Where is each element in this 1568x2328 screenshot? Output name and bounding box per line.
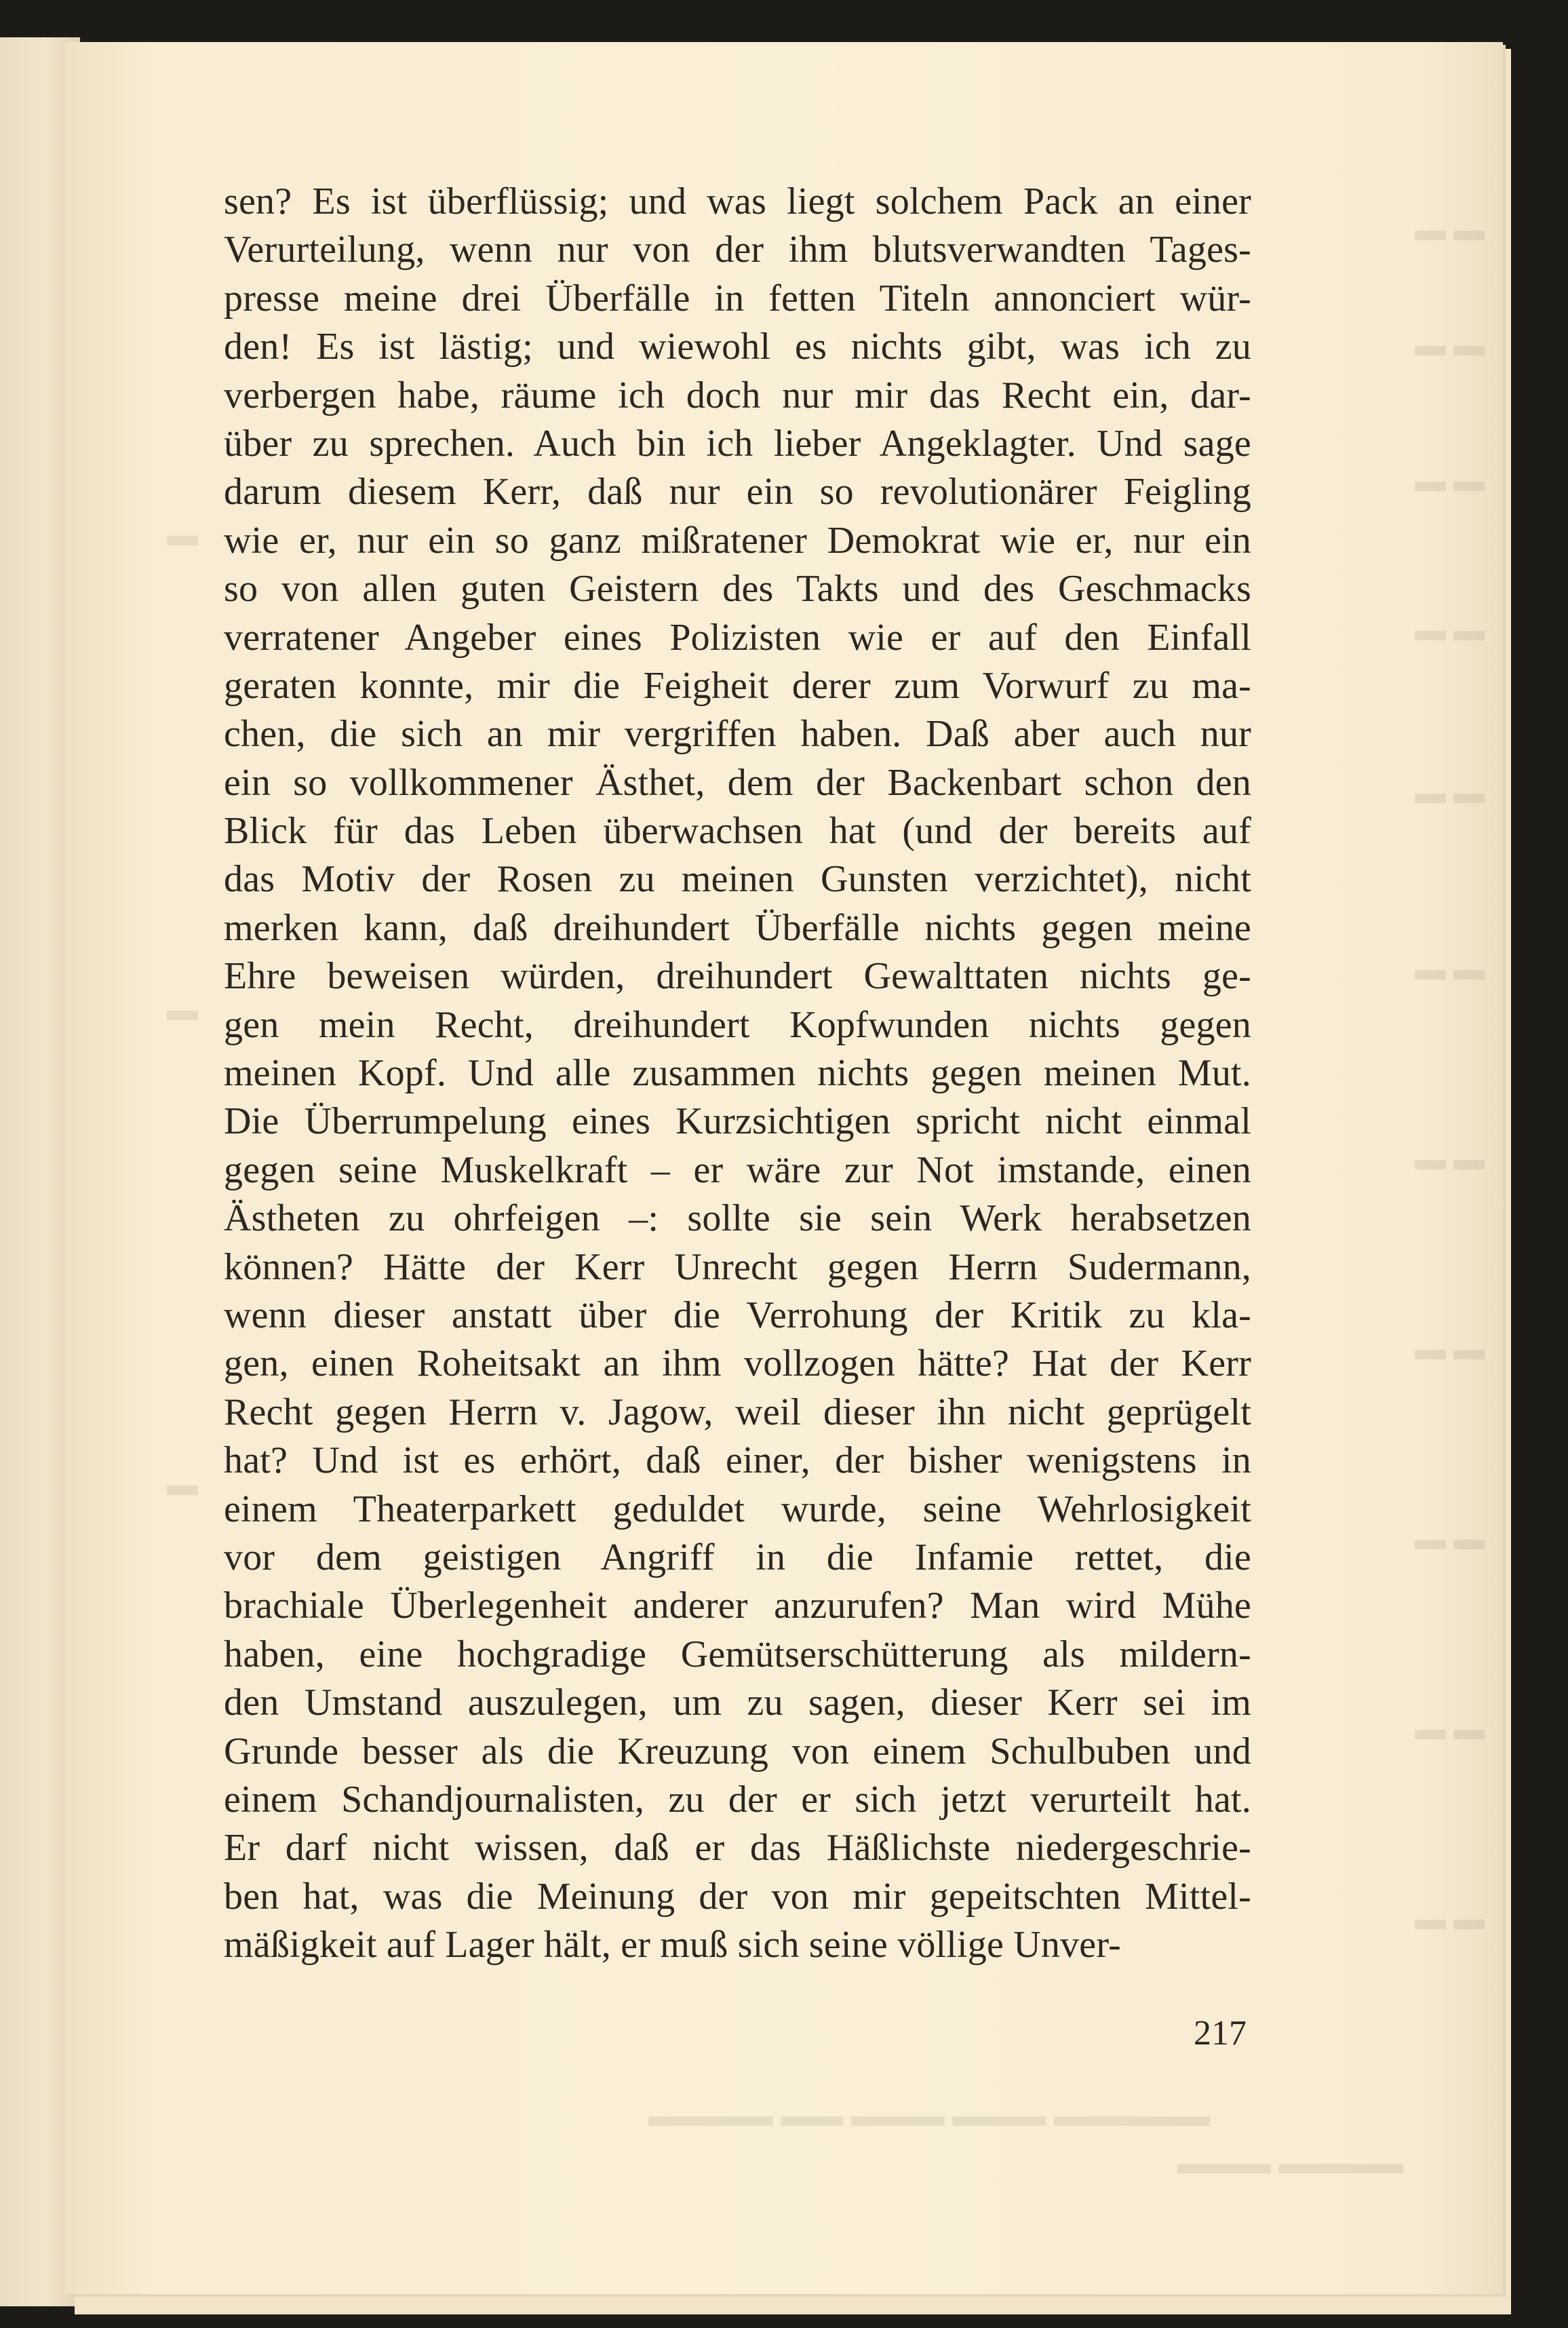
text-line: presse meine drei Überfälle in fetten Titeln annonciert wür- [224, 277, 1251, 319]
text-line: gegen seine Muskelkraft – er wäre zur Not imstande, einen [224, 1148, 1251, 1191]
text-line: so von allen guten Geistern des Takts und des Geschmacks [224, 568, 1251, 610]
text-line: haben, eine hochgradige Gemütserschütterung als mildern- [224, 1633, 1251, 1675]
text-line: Die Überrumpelung eines Kurzsichtigen spricht nicht einmal [224, 1100, 1251, 1143]
show-through-texture: ▬ ▬ [1415, 463, 1485, 498]
show-through-texture: ▬ ▬ [1415, 1901, 1485, 1936]
text-line: sen? Es ist überflüssig; und was liegt solchem Pack an einer [224, 180, 1251, 222]
text-line: vor dem geistigen Angriff in die Infamie rettet, die [224, 1536, 1251, 1578]
text-line: wenn dieser anstatt über die Verrohung der Kritik zu kla- [224, 1294, 1251, 1336]
text-line: Blick für das Leben überwachsen hat (und der bereits auf [224, 810, 1251, 853]
text-line: einem Theaterparkett geduldet wurde, seine Wehrlosigkeit [224, 1488, 1251, 1530]
text-line: ben hat, was die Meinung der von mir gepeitschten Mittel- [224, 1875, 1251, 1918]
show-through-texture: ▬ ▬ [1415, 613, 1485, 647]
text-line: merken kann, daß dreihundert Überfälle nichts gegen meine [224, 906, 1251, 949]
text-line: mäßigkeit auf Lager hält, er muß sich seine völlige Unver- [224, 1924, 1121, 1966]
show-through-texture: ▬ ▬ [1415, 775, 1485, 810]
show-through-texture: ▬ ▬ [1415, 1711, 1485, 1746]
text-line: das Motiv der Rosen zu meinen Gunsten verzichtet), nicht [224, 858, 1251, 901]
body-text [224, 178, 1251, 1969]
show-through-texture: ▬▬▬ ▬▬▬▬ [1177, 2146, 1404, 2180]
text-line: den Umstand auszulegen, um zu sagen, dieser Kerr sei im [224, 1682, 1251, 1724]
text-line: chen, die sich an mir vergriffen haben. Daß aber auch nur [224, 713, 1251, 756]
show-through-texture: ▬ ▬ [1415, 1142, 1485, 1176]
text-line: ein so vollkommener Ästhet, dem der Backenbart schon den [224, 761, 1251, 804]
text-line: geraten konnte, mir die Feigheit derer zum Vorwurf zu ma- [224, 664, 1251, 707]
text-line: verratener Angeber eines Polizisten wie er auf den Einfall [224, 616, 1251, 659]
text-line: den! Es ist lästig; und wiewohl es nichts gibt, was ich zu [224, 326, 1251, 368]
show-through-texture: ▬▬▬▬ ▬▬ ▬▬▬ ▬▬▬ ▬▬▬▬▬ [648, 2098, 1210, 2133]
text-line: meinen Kopf. Und alle zusammen nichts gegen meinen Mut. [224, 1052, 1251, 1095]
show-through-texture: ▬ [167, 1467, 198, 1502]
text-line: Ästheten zu ohrfeigen –: sollte sie sein Werk herabsetzen [224, 1197, 1251, 1240]
text-line: können? Hätte der Kerr Unrecht gegen Herrn Sudermann, [224, 1245, 1251, 1288]
show-through-texture: ▬ [167, 518, 198, 552]
show-through-texture: ▬ [167, 992, 198, 1027]
show-through-texture: ▬ ▬ [1415, 952, 1485, 986]
page-number: 217 [1194, 2014, 1247, 2053]
text-line: gen mein Recht, dreihundert Kopfwunden nichts gegen [224, 1003, 1251, 1046]
text-line: Grunde besser als die Kreuzung von einem Schulbuben und [224, 1730, 1251, 1772]
text-line: Recht gegen Herrn v. Jagow, weil dieser ihn nicht geprügelt [224, 1391, 1251, 1433]
text-line: darum diesem Kerr, daß nur ein so revolutionärer Feigling [224, 471, 1251, 513]
show-through-texture: ▬ ▬ [1415, 1521, 1485, 1556]
text-line: einem Schandjournalisten, zu der er sich jetzt verurteilt hat. [224, 1778, 1251, 1821]
text-line: Ehre beweisen würden, dreihundert Gewalttaten nichts ge- [224, 955, 1251, 998]
show-through-texture: ▬ ▬ [1415, 328, 1485, 362]
show-through-texture: ▬ ▬ [1415, 212, 1485, 247]
text-line: gen, einen Roheitsakt an ihm vollzogen hätte? Hat der Kerr [224, 1342, 1251, 1385]
text-line: hat? Und ist es erhört, daß einer, der bisher wenigstens in [224, 1439, 1251, 1482]
text-line: brachiale Überlegenheit anderer anzurufen? Man wird Mühe [224, 1585, 1251, 1627]
show-through-texture: ▬ ▬ [1415, 1332, 1485, 1366]
text-line: Er darf nicht wissen, daß er das Häßlichste niedergeschrie- [224, 1827, 1251, 1869]
text-line: wie er, nur ein so ganz mißratener Demokrat wie er, nur ein [224, 519, 1251, 562]
text-line: Verurteilung, wenn nur von der ihm blutsverwandten Tages- [224, 229, 1251, 271]
text-line: über zu sprechen. Auch bin ich lieber Angeklagter. Und sage [224, 422, 1251, 465]
text-line: verbergen habe, räume ich doch nur mir das Recht ein, dar- [224, 374, 1251, 416]
